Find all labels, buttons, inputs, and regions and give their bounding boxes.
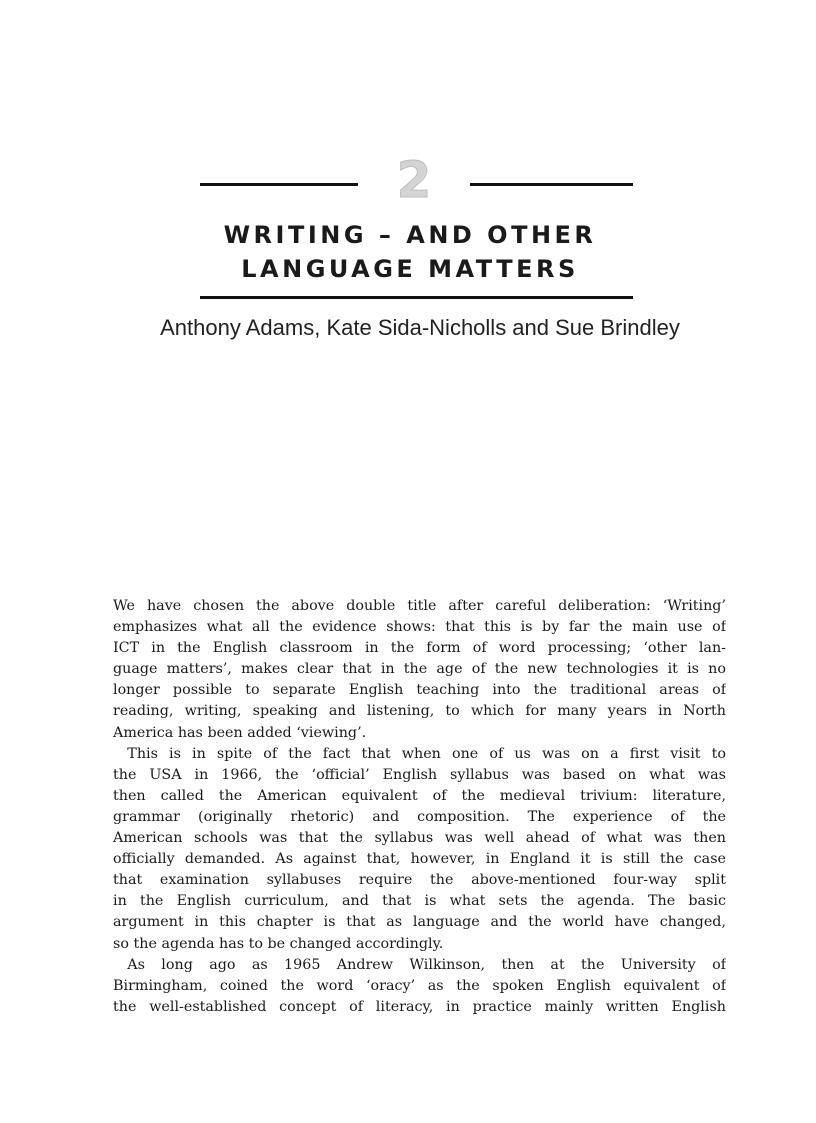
text-line: officially demanded. As against that, however, in England it is still the case — [113, 851, 726, 868]
text-line: the USA in 1966, the ‘official’ English syllabus was based on what was — [113, 766, 726, 783]
paragraph-3 — [113, 955, 726, 1018]
text-line: America has been added ‘viewing’. — [113, 724, 367, 741]
chapter-number: 2 — [396, 151, 432, 209]
text-line: American schools was that the syllabus was well ahead of what was then — [113, 830, 726, 847]
text-line: Birmingham, coined the word ‘oracy’ as the spoken English equivalent of — [113, 977, 726, 994]
chapter-rule-left — [200, 183, 358, 186]
text-line: guage matters’, makes clear that in the age of the new technologies it is no — [113, 661, 726, 678]
text-line: argument in this chapter is that as language and the world have changed, — [113, 914, 726, 931]
text-line: We have chosen the above double title after careful deliberation: ‘Writing’ — [113, 598, 726, 614]
paragraph-2 — [113, 744, 726, 955]
paragraph-1 — [113, 596, 726, 744]
text-line: in the English curriculum, and that is what sets the agenda. The basic — [113, 893, 726, 910]
chapter-authors: Anthony Adams, Kate Sida-Nicholls and Sue Brindley — [160, 315, 680, 340]
text-line: so the agenda has to be changed accordingly. — [113, 935, 444, 952]
text-line: emphasizes what all the evidence shows: that this is by far the main use of — [113, 619, 726, 636]
chapter-title — [160, 218, 660, 286]
chapter-rule-right — [470, 183, 633, 186]
text-line: This is in spite of the fact that when one of us was on a first visit to — [127, 745, 726, 762]
text-line: longer possible to separate English teaching into the traditional areas of — [113, 682, 726, 699]
text-line: then called the American equivalent of the medieval trivium: literature, — [113, 787, 726, 804]
chapter-title-line-2: LANGUAGE MATTERS — [241, 255, 579, 283]
text-line: the well-established concept of literacy, in practice mainly written English — [113, 998, 726, 1015]
text-line: As long ago as 1965 Andrew Wilkinson, then at the University of — [127, 956, 726, 973]
text-line: grammar (originally rhetoric) and composition. The experience of the — [113, 808, 726, 825]
chapter-rule-bottom — [200, 296, 633, 299]
text-line: reading, writing, speaking and listening, to which for many years in North — [113, 703, 726, 720]
body-text — [113, 596, 726, 1018]
text-line: that examination syllabuses require the above-mentioned four-way split — [113, 872, 726, 889]
chapter-title-line-1: WRITING – AND OTHER — [223, 221, 597, 249]
text-line: ICT in the English classroom in the form of word processing; ‘other lan- — [113, 640, 726, 657]
